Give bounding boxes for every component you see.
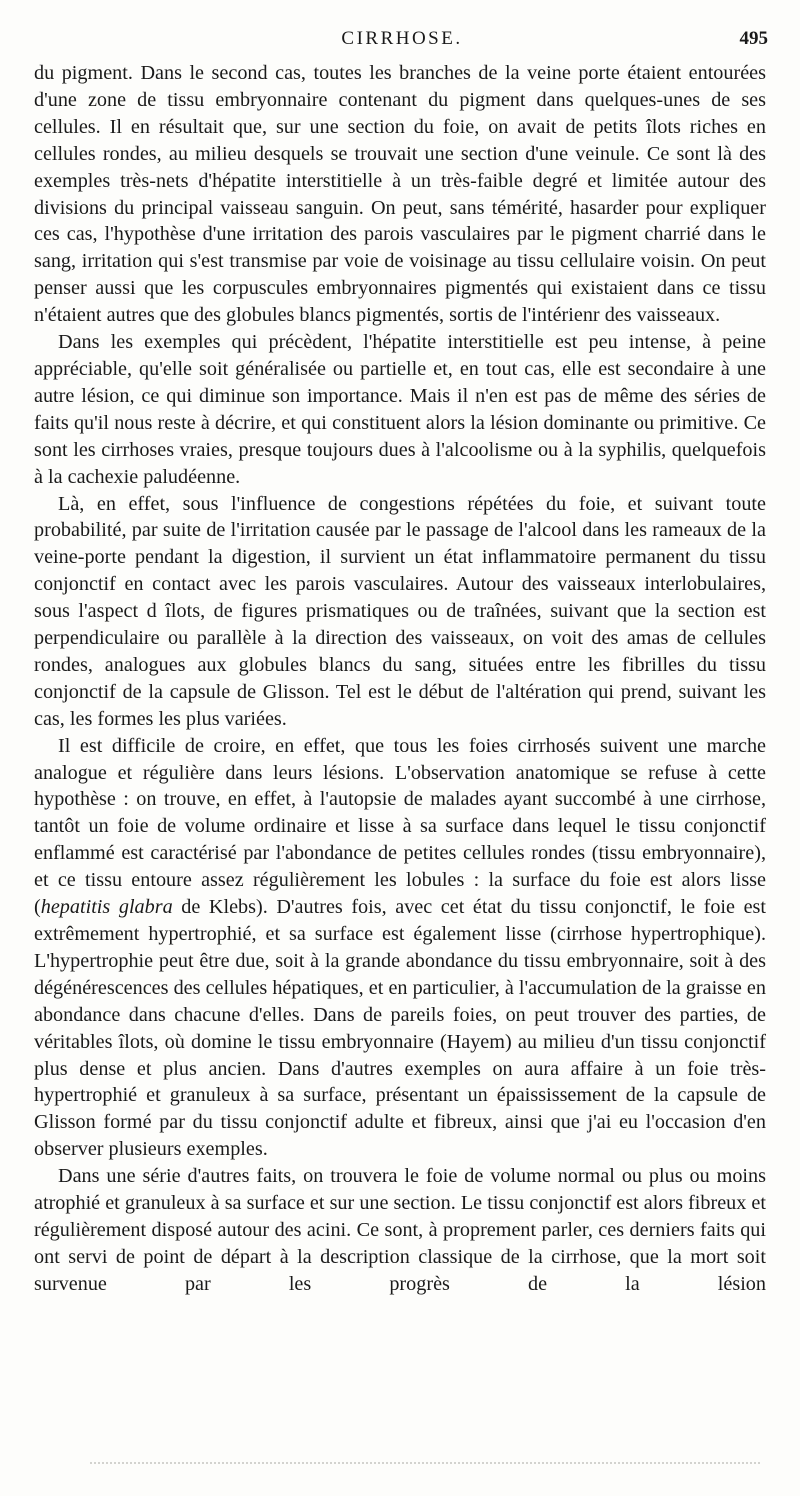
paragraph-4-text-a: Il est difficile de croire, en effet, que tous les foies cirrhosés suivent une marche analogue et régulière dans leurs lésions. L'observation anatomique se refuse à cette hypothèse : on trouve, en effet, à l'autopsie de malades ayant succombé à une cirrhose, tantôt un foie de volume ordinaire et lisse à sa surface dans lequel le tissu conjonctif enflammé est caractérisé par l'abondance de petites cellules rondes (tissu embryonnaire), et ce tissu entoure assez régulièrement les lobules : la surface du foie est alors lisse ( [34, 734, 766, 919]
paragraph-4-text-b: de Klebs). D'autres fois, avec cet état du tissu conjonctif, le foie est extrêmement hypertrophié, et sa surface est également lisse (cirrhose hypertrophique). L'hypertrophie peut être due, soit à la grande abondance du tissu embryonnaire, soit à des dégénérescences des cellules hépatiques, et en particulier, à l'accumulation de la graisse en abondance dans chacune d'elles. Dans de pareils foies, on peut trouver des parties, de véritables îlots, où domine le tissu embryonnaire (Hayem) au milieu d'un tissu conjonctif plus dense et plus ancien. Dans d'autres exemples on aura affaire à un foie très-hypertrophié et granuleux à sa surface, présentant un épaississement de la capsule de Glisson formé par du tissu conjonctif adulte et fibreux, ainsi que j'ai eu l'occasion d'en observer plusieurs exemples. [34, 896, 766, 1161]
paragraph-4-italic-term: hepatitis glabra [40, 896, 173, 919]
bleed-through-line [90, 1462, 760, 1466]
paragraph-4 [34, 733, 766, 1164]
body-text [34, 60, 766, 1298]
running-header [34, 28, 770, 54]
paragraph-5: Dans une série d'autres faits, on trouvera le foie de volume normal ou plus ou moins atrophié et granuleux à sa surface et sur une section. Le tissu conjonctif est alors fibreux et régulièrement disposé autour des acini. Ce sont, à proprement parler, ces derniers faits qui ont servi de point de départ à la description classique de la cirrhose, que la mort soit survenue par les progrès de la lésion [34, 1165, 766, 1295]
running-title: CIRRHOSE. [341, 28, 463, 49]
page-number: 495 [739, 28, 768, 49]
paragraph-2: Dans les exemples qui précèdent, l'hépatite interstitielle est peu intense, à peine appréciable, qu'elle soit généralisée ou partielle et, en tout cas, elle est secondaire à une autre lésion, ce qui diminue son importance. Mais il n'en est pas de même des séries de faits qu'il nous reste à décrire, et qui constituent alors la lésion dominante ou primitive. Ce sont les cirrhoses vraies, presque toujours dues à l'alcoolisme ou à la syphilis, quelquefois à la cachexie paludéenne. [34, 331, 766, 488]
paragraph-3: Là, en effet, sous l'influence de congestions répétées du foie, et suivant toute probabilité, par suite de l'irritation causée par le passage de l'alcool dans les rameaux de la veine-porte pendant la digestion, il survient un état inflammatoire permanent du tissu conjonctif en contact avec les parois vasculaires. Autour des vaisseaux interlobulaires, sous l'aspect d îlots, de figures prismatiques ou de traînées, suivant que la section est perpendiculaire ou parallèle à la direction des vaisseaux, on voit des amas de cellules rondes, analogues aux globules blancs du sang, situées entre les fibrilles du tissu conjonctif de la capsule de Glisson. Tel est le début de l'altération qui prend, suivant les cas, les formes les plus variées. [34, 492, 766, 730]
paragraph-1: du pigment. Dans le second cas, toutes les branches de la veine porte étaient entourées d'une zone de tissu embryonnaire contenant du pigment dans quelques-unes de ses cellules. Il en résultait que, sur une section du foie, on avait de petits îlots riches en cellules rondes, au milieu desquels se trouvait une section d'une veinule. Ce sont là des exemples très-nets d'hépatite interstitielle à un très-faible degré et limitée autour des divisions du principal vaisseau sanguin. On peut, sans témérité, hasarder pour expliquer ces cas, l'hypothèse d'une irritation des parois vasculaires par le pigment charrié dans le sang, irritation qui s'est transmise par voie de voisinage au tissu cellulaire voisin. On peut penser aussi que les corpuscules embryonnaires pigmentés qui existaient dans ce tissu n'étaient autres que des globules blancs pigmentés, sortis de l'intérienr des vaisseaux. [34, 62, 766, 327]
